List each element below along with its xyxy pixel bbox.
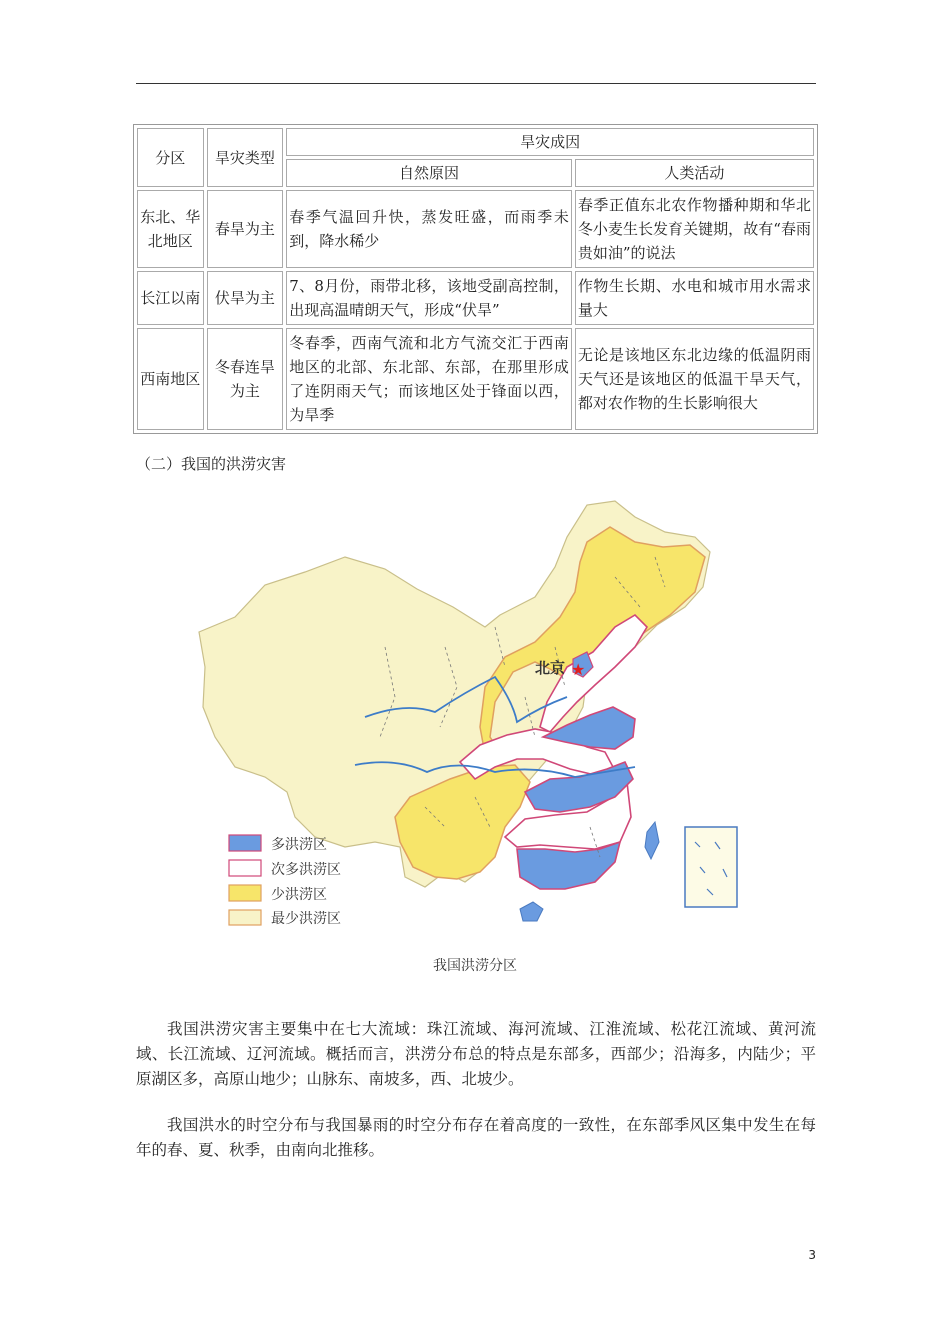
paragraph: 我国洪水的时空分布与我国暴雨的时空分布存在着高度的一致性，在东部季风区集中发生在每年的春、夏、秋季，由南向北推移。 (136, 1116, 816, 1159)
header-natural: 自然原因 (286, 159, 572, 187)
header-causes: 旱灾成因 (286, 128, 814, 156)
legend-swatch-secondary (229, 860, 261, 876)
paragraph: 我国洪涝灾害主要集中在七大流域：珠江流域、海河流域、江淮流域、松花江流域、黄河流域、长江流域、辽河流域。概括而言，洪涝分布总的特点是东部多，西部少；沿海多，内陆少；平原湖区多，高原山地少；山脉东、南坡多，西、北坡少。 (136, 1020, 816, 1088)
beijing-label: 北京 (535, 659, 566, 677)
table-row (137, 328, 814, 430)
header-type: 旱灾类型 (207, 128, 284, 187)
header-rule (136, 83, 816, 84)
cell-zone: 东北、华北地区 (137, 190, 204, 268)
cell-zone: 西南地区 (137, 328, 204, 430)
cell-natural: 冬春季，西南气流和北方气流交汇于西南地区的北部、东北部、东部，在那里形成了连阴雨天气；而该地区处于锋面以西，为旱季 (286, 328, 572, 430)
cell-type: 春旱为主 (207, 190, 284, 268)
legend-label-most: 多洪涝区 (271, 837, 327, 853)
cell-human: 作物生长期、水电和城市用水需求量大 (575, 271, 814, 325)
header-human: 人类活动 (575, 159, 814, 187)
legend-swatch-few (229, 885, 261, 901)
cell-type: 伏旱为主 (207, 271, 284, 325)
cell-human: 春季正值东北农作物播种期和华北冬小麦生长发育关键期，故有“春雨贵如油”的说法 (575, 190, 814, 268)
legend-label-least: 最少洪涝区 (271, 911, 341, 927)
hainan-island (520, 902, 543, 921)
taiwan-island (645, 822, 659, 859)
table-header-row (137, 128, 814, 156)
legend-swatch-least (229, 910, 261, 925)
south-china-sea-inset (685, 827, 737, 907)
cell-zone: 长江以南 (137, 271, 204, 325)
beijing-star-icon: ★ (571, 660, 586, 679)
table-row (137, 190, 814, 268)
header-zone: 分区 (137, 128, 204, 187)
section-title: （二）我国的洪涝灾害 (136, 455, 287, 473)
drought-table (133, 124, 818, 434)
legend-label-few: 少洪涝区 (271, 887, 327, 903)
cell-natural: 7、8月份，雨带北移，该地受副高控制，出现高温晴朗天气，形成“伏旱” (286, 271, 572, 325)
cell-human: 无论是该地区东北边缘的低温阴雨天气还是该地区的低温干旱天气，都对农作物的生长影响很大 (575, 328, 814, 430)
legend-swatch-most (229, 835, 261, 851)
page-number: 3 (808, 1248, 816, 1262)
legend-label-secondary: 次多洪涝区 (271, 862, 341, 878)
cell-type: 冬春连旱为主 (207, 328, 284, 430)
map-caption: 我国洪涝分区 (433, 958, 517, 974)
table-row (137, 271, 814, 325)
flood-zone-map (195, 497, 755, 927)
most-flood-south-china (517, 842, 620, 889)
cell-natural: 春季气温回升快，蒸发旺盛，而雨季未到，降水稀少 (286, 190, 572, 268)
china-map-image (195, 497, 755, 927)
